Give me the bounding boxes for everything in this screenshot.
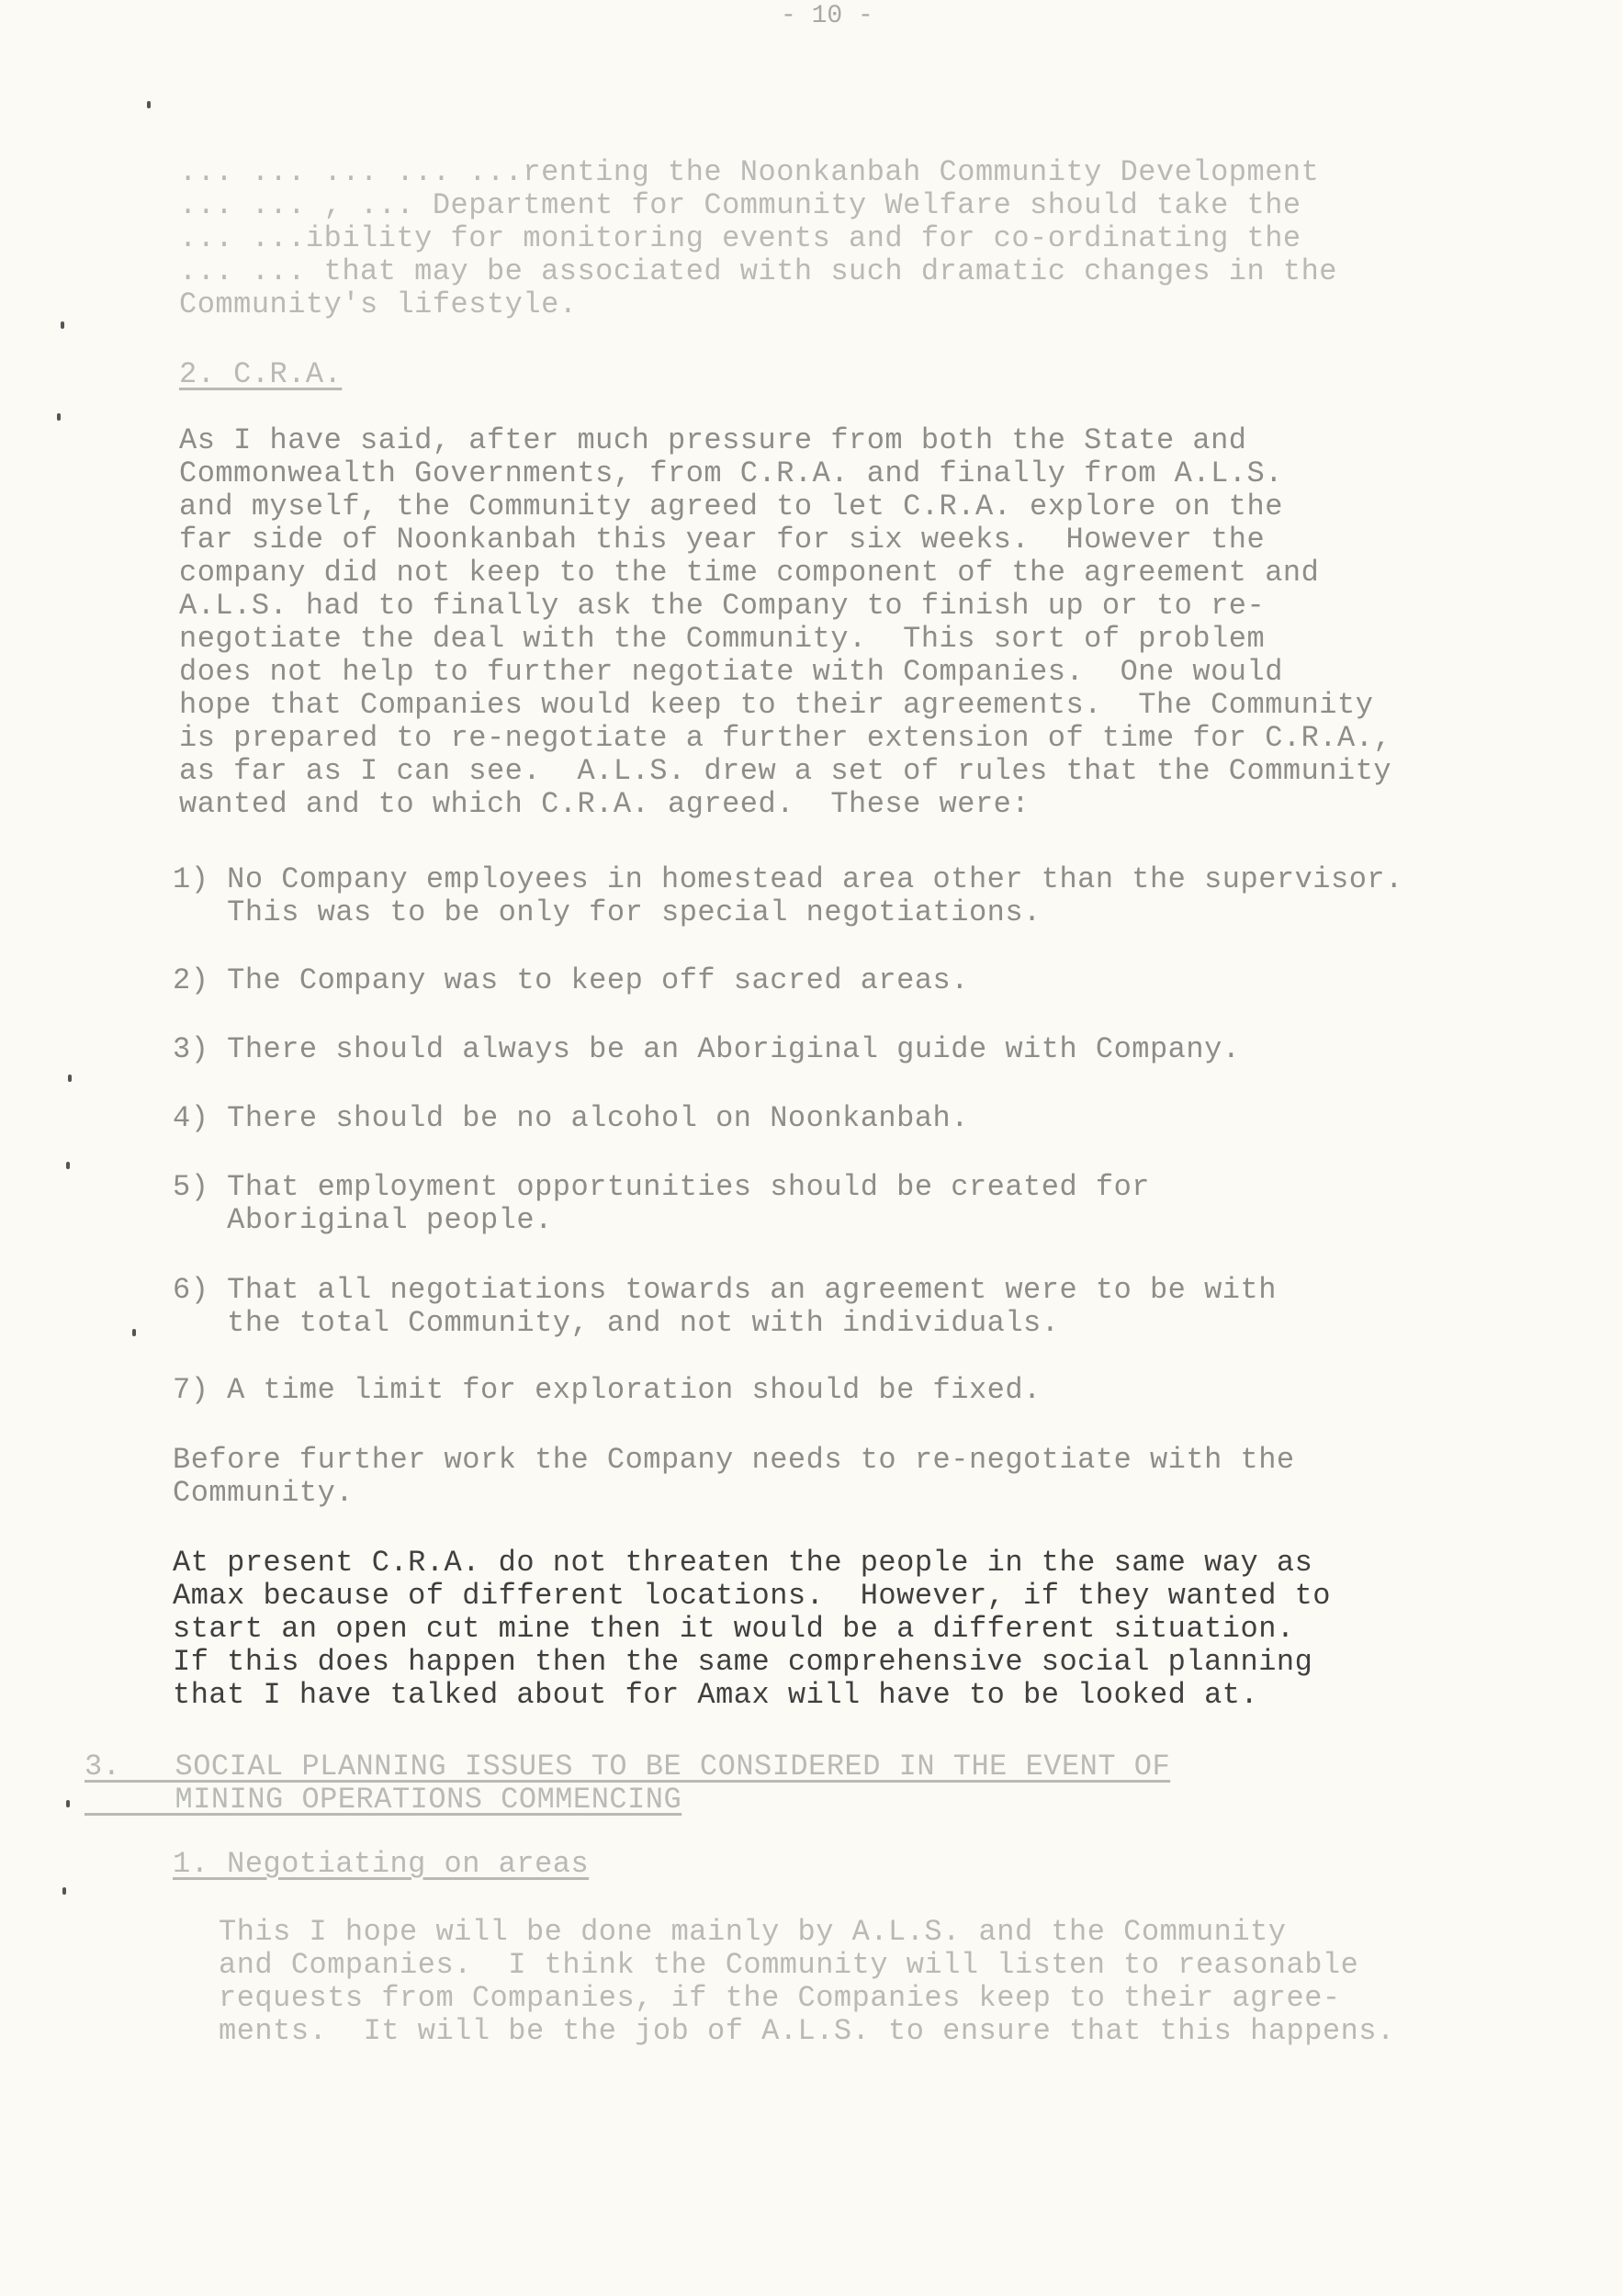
present-paragraph-line: If this does happen then the same comprehensive social planning	[173, 1645, 1313, 1679]
sub-heading-negotiating: 1. Negotiating on areas	[173, 1847, 590, 1881]
intro-line: ... ... ... ... ...renting the Noonkanbah Community Development	[179, 155, 1320, 189]
cra-paragraph-line: company did not keep to the time component of the agreement and	[179, 556, 1320, 590]
intro-line: ... ...ibility for monitoring events and for co-ordinating the	[179, 221, 1301, 255]
cra-paragraph-line: Commonwealth Governments, from C.R.A. and finally from A.L.S.	[179, 456, 1283, 490]
page-number: - 10 -	[781, 2, 873, 30]
before-paragraph-line: Before further work the Company needs to re-negotiate with the	[173, 1443, 1295, 1477]
rule-item: Aboriginal people.	[173, 1203, 553, 1237]
section-3-heading: MINING OPERATIONS COMMENCING	[84, 1783, 682, 1817]
rule-item: 3) There should always be an Aboriginal guide with Company.	[173, 1032, 1241, 1066]
before-paragraph-line: Community.	[173, 1476, 355, 1510]
cra-paragraph-line: hope that Companies would keep to their agreements. The Community	[179, 688, 1374, 722]
cra-paragraph-line: negotiate the deal with the Community. This sort of problem	[179, 622, 1266, 656]
rule-item: 4) There should be no alcohol on Noonkanbah.	[173, 1101, 969, 1135]
margin-speck	[68, 1075, 72, 1082]
cra-paragraph-line: As I have said, after much pressure from both the State and	[179, 423, 1247, 457]
rule-item: the total Community, and not with individuals.	[173, 1306, 1060, 1340]
present-paragraph-line: Amax because of different locations. However, if they wanted to	[173, 1579, 1331, 1613]
margin-speck	[147, 101, 151, 108]
cra-heading: 2. C.R.A.	[179, 357, 343, 391]
sub-paragraph-line: and Companies. I think the Community will listen to reasonable	[219, 1948, 1359, 1982]
margin-speck	[61, 321, 64, 329]
intro-line: Community's lifestyle.	[179, 287, 578, 321]
rule-item: This was to be only for special negotiations.	[173, 895, 1042, 929]
present-paragraph-line: At present C.R.A. do not threaten the people in the same way as	[173, 1546, 1313, 1580]
cra-paragraph-line: and myself, the Community agreed to let C.R.A. explore on the	[179, 490, 1283, 523]
sub-paragraph-line: This I hope will be done mainly by A.L.S. and the Community	[219, 1915, 1287, 1949]
margin-speck	[66, 1800, 70, 1807]
cra-paragraph-line: far side of Noonkanbah this year for six weeks. However the	[179, 523, 1266, 557]
cra-paragraph-line: A.L.S. had to finally ask the Company to finish up or to re-	[179, 589, 1266, 623]
margin-speck	[132, 1329, 136, 1336]
section-3-heading: 3. SOCIAL PLANNING ISSUES TO BE CONSIDERED IN THE EVENT OF	[84, 1750, 1171, 1784]
cra-paragraph-line: is prepared to re-negotiate a further extension of time for C.R.A.,	[179, 721, 1392, 755]
intro-line: ... ... that may be associated with such dramatic changes in the	[179, 254, 1337, 288]
sub-paragraph-line: requests from Companies, if the Companies keep to their agree-	[219, 1981, 1341, 2015]
margin-speck	[62, 1887, 66, 1895]
rule-item: 1) No Company employees in homestead area other than the supervisor.	[173, 862, 1403, 896]
rule-item: 7) A time limit for exploration should be fixed.	[173, 1373, 1042, 1407]
rule-item: 6) That all negotiations towards an agreement were to be with	[173, 1273, 1277, 1307]
rule-item: 5) That employment opportunities should be created for	[173, 1170, 1150, 1204]
cra-paragraph-line: does not help to further negotiate with Companies. One would	[179, 655, 1283, 689]
margin-speck	[57, 413, 61, 421]
present-paragraph-line: that I have talked about for Amax will have to be looked at.	[173, 1678, 1259, 1712]
rule-item: 2) The Company was to keep off sacred areas.	[173, 963, 969, 997]
sub-paragraph-line: ments. It will be the job of A.L.S. to ensure that this happens.	[219, 2014, 1395, 2048]
cra-paragraph-line: as far as I can see. A.L.S. drew a set of rules that the Community	[179, 754, 1392, 788]
cra-paragraph-line: wanted and to which C.R.A. agreed. These were:	[179, 787, 1031, 821]
margin-speck	[66, 1162, 70, 1169]
present-paragraph-line: start an open cut mine then it would be a different situation.	[173, 1612, 1295, 1646]
intro-line: ... ... , ... Department for Community Welfare should take the	[179, 188, 1301, 222]
